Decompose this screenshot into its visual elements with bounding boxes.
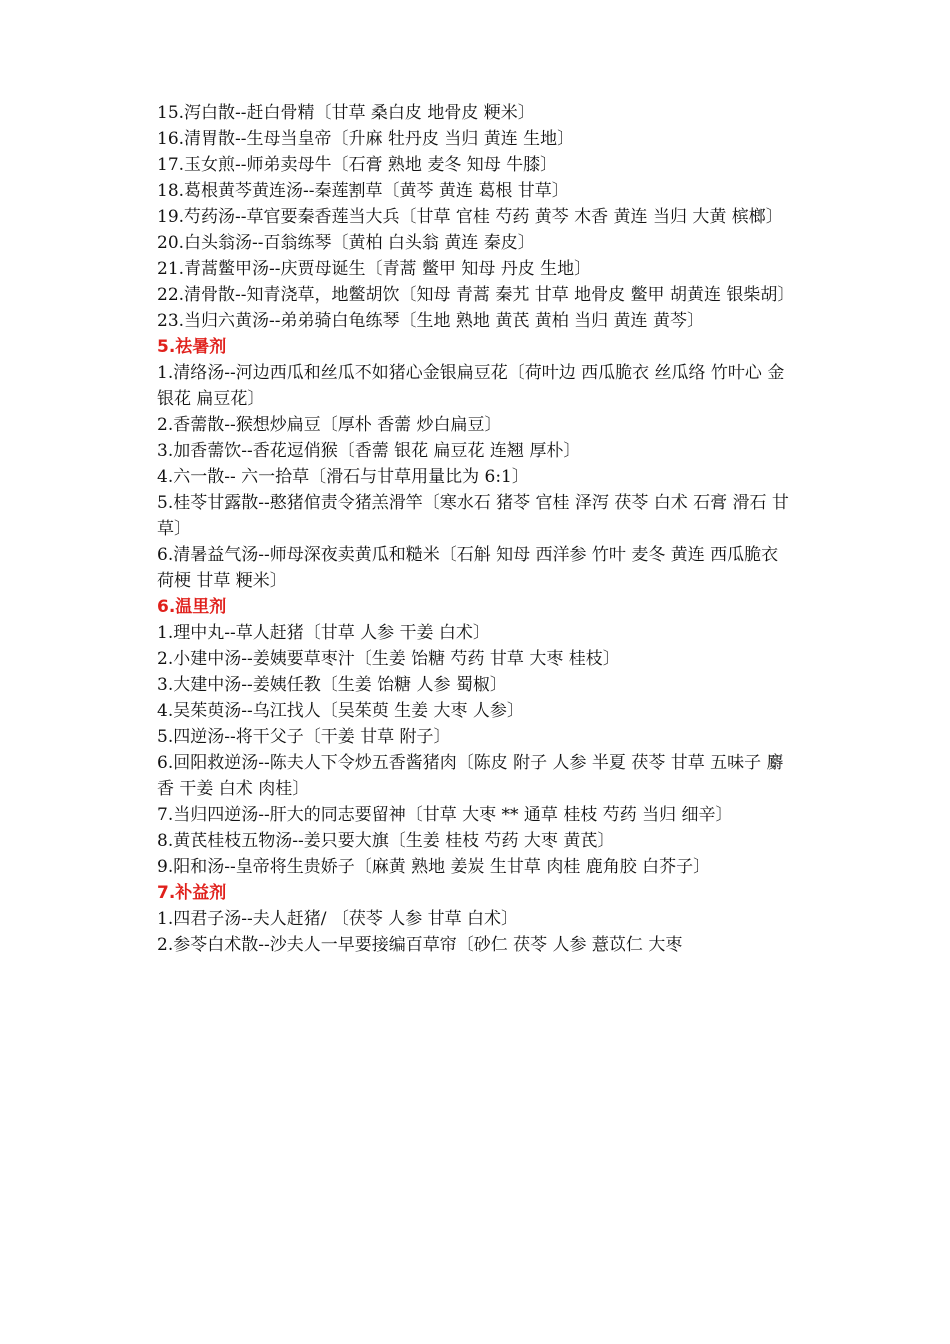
formula-entry: 2.小建中汤--姜姨要草枣汁〔生姜 饴糖 芍药 甘草 大枣 桂枝〕 bbox=[157, 649, 620, 669]
section-heading: 7.补益剂 bbox=[157, 883, 227, 903]
formula-entry: 20.白头翁汤--百翁练琴〔黄柏 白头翁 黄连 秦皮〕 bbox=[157, 233, 535, 253]
formula-entry: 1.清络汤--河边西瓜和丝瓜不如猪心金银扁豆花〔荷叶边 西瓜脆衣 丝瓜络 竹叶心 金银花 扁豆花〕 bbox=[157, 363, 785, 409]
formula-entry: 1.理中丸--草人赶猪〔甘草 人参 干姜 白术〕 bbox=[157, 623, 490, 643]
formula-entry: 23.当归六黄汤--弟弟骑白龟练琴〔生地 熟地 黄芪 黄柏 当归 黄连 黄芩〕 bbox=[157, 311, 704, 331]
formula-entry: 4.吴茱萸汤--乌江找人〔吴茱萸 生姜 大枣 人参〕 bbox=[157, 701, 524, 721]
formula-entry: 3.大建中汤--姜姨任教〔生姜 饴糖 人参 蜀椒〕 bbox=[157, 675, 507, 695]
formula-entry: 5.四逆汤--将干父子〔干姜 甘草 附子〕 bbox=[157, 727, 451, 747]
formula-entry: 22.清骨散--知青浇草，地鳖胡饮〔知母 青蒿 秦艽 甘草 地骨皮 鳖甲 胡黄连 银柴胡〕 bbox=[157, 285, 795, 305]
formula-entry: 9.阳和汤--皇帝将生贵娇子〔麻黄 熟地 姜炭 生甘草 肉桂 鹿角胶 白芥子〕 bbox=[157, 857, 711, 877]
formula-entry: 8.黄芪桂枝五物汤--姜只要大旗〔生姜 桂枝 芍药 大枣 黄芪〕 bbox=[157, 831, 615, 851]
section-heading: 6.温里剂 bbox=[157, 597, 227, 617]
formula-entry: 4.六一散-- 六一拾草〔滑石与甘草用量比为 6:1〕 bbox=[157, 467, 529, 487]
formula-entry: 3.加香薷饮--香花逗俏猴〔香薷 银花 扁豆花 连翘 厚朴〕 bbox=[157, 441, 581, 461]
formula-entry: 6.回阳救逆汤--陈夫人下令炒五香酱猪肉〔陈皮 附子 人参 半夏 茯苓 甘草 五味子 麝香 干姜 白术 肉桂〕 bbox=[157, 753, 784, 799]
formula-entry: 6.清暑益气汤--师母深夜卖黄瓜和糙米〔石斛 知母 西洋参 竹叶 麦冬 黄连 西瓜脆衣 荷梗 甘草 粳米〕 bbox=[157, 545, 779, 591]
formula-entry: 5.桂苓甘露散--憨猪倌责令猪羔滑竿〔寒水石 猪苓 官桂 泽泻 茯苓 白术 石膏 滑石 甘草〕 bbox=[157, 493, 789, 539]
document-page bbox=[157, 100, 797, 958]
formula-entry: 17.玉女煎--师弟卖母牛〔石膏 熟地 麦冬 知母 牛膝〕 bbox=[157, 155, 558, 175]
section-heading: 5.祛暑剂 bbox=[157, 337, 227, 357]
formula-entry: 18.葛根黄芩黄连汤--秦莲割草〔黄芩 黄连 葛根 甘草〕 bbox=[157, 181, 569, 201]
formula-entry: 2.香薷散--猴想炒扁豆〔厚朴 香薷 炒白扁豆〕 bbox=[157, 415, 502, 435]
formula-entry: 1.四君子汤--夫人赶猪/ 〔茯苓 人参 甘草 白术〕 bbox=[157, 909, 519, 929]
formula-entry: 21.青蒿鳖甲汤--庆贾母诞生〔青蒿 鳖甲 知母 丹皮 生地〕 bbox=[157, 259, 592, 279]
formula-entry: 7.当归四逆汤--肝大的同志要留神〔甘草 大枣 ** 通草 桂枝 芍药 当归 细辛〕 bbox=[157, 805, 733, 825]
formula-entry: 19.芍药汤--草官要秦香莲当大兵〔甘草 官桂 芍药 黄芩 木香 黄连 当归 大黄 槟榔〕 bbox=[157, 207, 783, 227]
formula-entry: 16.清胃散--生母当皇帝〔升麻 牡丹皮 当归 黄连 生地〕 bbox=[157, 129, 575, 149]
formula-entry: 15.泻白散--赶白骨精〔甘草 桑白皮 地骨皮 粳米〕 bbox=[157, 103, 535, 123]
formula-entry: 2.参苓白术散--沙夫人一早要接编百草帘〔砂仁 茯苓 人参 薏苡仁 大枣 bbox=[157, 935, 683, 955]
